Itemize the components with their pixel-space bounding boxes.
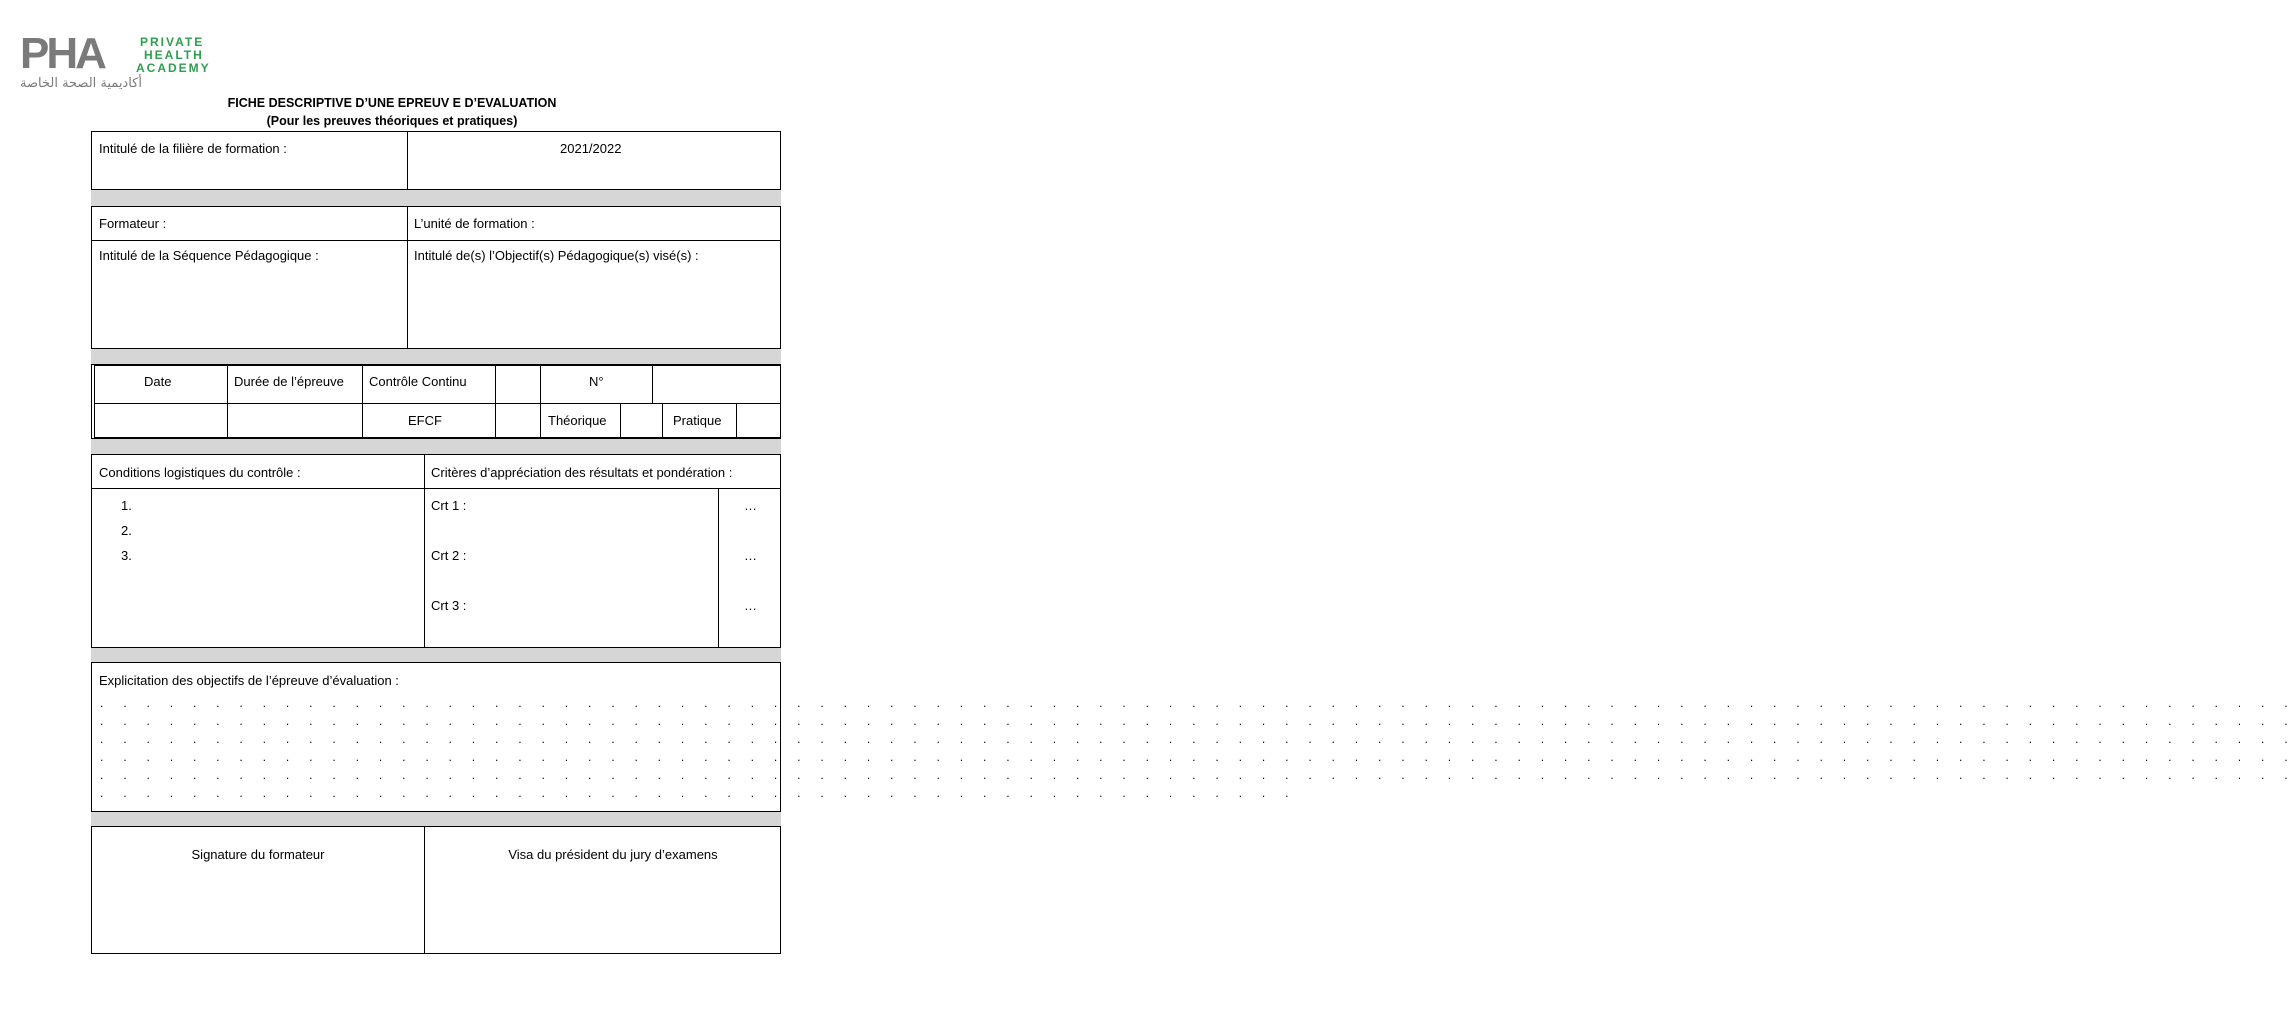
condition-item: 1. — [121, 498, 132, 513]
signature-label: Signature du formateur — [191, 847, 325, 862]
divider — [362, 404, 363, 438]
year-value: 2021/2022 — [560, 141, 622, 156]
divider — [362, 365, 363, 404]
pratique-label: Pratique — [673, 413, 722, 428]
critere-label: Crt 3 : — [431, 598, 467, 613]
divider — [91, 488, 781, 489]
critere-weight: … — [744, 498, 757, 513]
divider — [227, 404, 228, 438]
sequence-label: Intitulé de la Séquence Pédagogique : — [99, 248, 319, 263]
logo-line-academy: ACADEMY — [136, 61, 211, 75]
logo-line-private: PRIVATE — [140, 35, 205, 49]
divider — [424, 455, 425, 647]
theorique-label: Théorique — [548, 413, 607, 428]
logo — [20, 29, 240, 96]
critere-label: Crt 2 : — [431, 548, 467, 563]
logo-arabic: أكاديمية الصحة الخاصة — [20, 76, 142, 91]
divider — [540, 365, 541, 404]
divider — [652, 365, 653, 404]
divider — [227, 365, 228, 404]
logo-line-health: HEALTH — [144, 48, 204, 62]
visa-label: Visa du président du jury d’examens — [508, 847, 718, 862]
critere-weight: … — [744, 598, 757, 613]
page-title: FICHE DESCRIPTIVE D’UNE EPREUV E D’EVALUATION — [227, 96, 557, 110]
page-subtitle: (Pour les preuves théoriques et pratiques) — [266, 114, 518, 128]
explicitation-label: Explicitation des objectifs de l’épreuve d’évaluation : — [99, 673, 399, 688]
dotted-line: . . . . . . . . . . . . . . . . . . . . . . . . . . . . . . . . . . . . . . . . . . . . . . . . . . . . . . . . . . . . . . . . . . . . . . . . . . . . . . . . . . . . . . . . . . . . . . . — [99, 718, 2295, 728]
separator-band — [91, 348, 781, 365]
conditions-label: Conditions logistiques du contrôle : — [99, 465, 301, 480]
separator-band — [91, 811, 781, 827]
divider — [495, 404, 496, 438]
dotted-line: . . . . . . . . . . . . . . . . . . . . . . . . . . . . . . . . . . . . . . . . . . . . . . . . . . . . . . . . . . . . . . . . . . . . . . . . . . . . . . . . . . . . . . . . . . . . . . . — [99, 754, 2295, 764]
date-label: Date — [144, 374, 172, 389]
efcf-label: EFCF — [408, 413, 442, 428]
critere-weight: … — [744, 548, 757, 563]
condition-item: 2. — [121, 523, 132, 538]
dotted-line: . . . . . . . . . . . . . . . . . . . . . . . . . . . . . . . . . . . . . . . . . . . . . . . . . . . . . . . . . . . . . . . . . . . . . . . . . . . . . . . . . . . . . . . . . . . . . . . — [99, 772, 2295, 782]
controle-continu-label: Contrôle Continu — [369, 374, 467, 389]
separator-band — [91, 189, 781, 207]
formateur-label: Formateur : — [99, 216, 167, 231]
criteres-label: Critères d’appréciation des résultats et pondération : — [431, 465, 733, 480]
dotted-line: . . . . . . . . . . . . . . . . . . . . . . . . . . . . . . . . . . . . . . . . . . . . . . . . . . . . — [99, 790, 1296, 800]
divider — [620, 404, 621, 438]
unite-label: L’unité de formation : — [414, 216, 535, 231]
duree-label: Durée de l’épreuve — [234, 374, 344, 389]
logo-mark: PHA — [20, 29, 104, 78]
divider — [718, 488, 719, 647]
objectif-label: Intitulé de(s) l’Objectif(s) Pédagogique(s) visé(s) : — [414, 248, 699, 263]
separator-band — [91, 647, 781, 663]
dotted-line: . . . . . . . . . . . . . . . . . . . . . . . . . . . . . . . . . . . . . . . . . . . . . . . . . . . . . . . . . . . . . . . . . . . . . . . . . . . . . . . . . . . . . . . . . . . . . . . — [99, 736, 2295, 746]
divider — [662, 404, 663, 438]
divider — [495, 365, 496, 404]
divider — [736, 404, 737, 438]
filiere-label: Intitulé de la filière de formation : — [99, 141, 287, 156]
divider — [407, 207, 408, 348]
numero-label: N° — [589, 374, 604, 389]
separator-band — [91, 438, 781, 455]
condition-item: 3. — [121, 548, 132, 563]
divider — [540, 404, 541, 438]
divider — [407, 131, 408, 189]
critere-label: Crt 1 : — [431, 498, 467, 513]
dotted-line: . . . . . . . . . . . . . . . . . . . . . . . . . . . . . . . . . . . . . . . . . . . . . . . . . . . . . . . . . . . . . . . . . . . . . . . . . . . . . . . . . . . . . . . . . . . . . . . — [99, 700, 2295, 710]
divider — [91, 240, 781, 241]
